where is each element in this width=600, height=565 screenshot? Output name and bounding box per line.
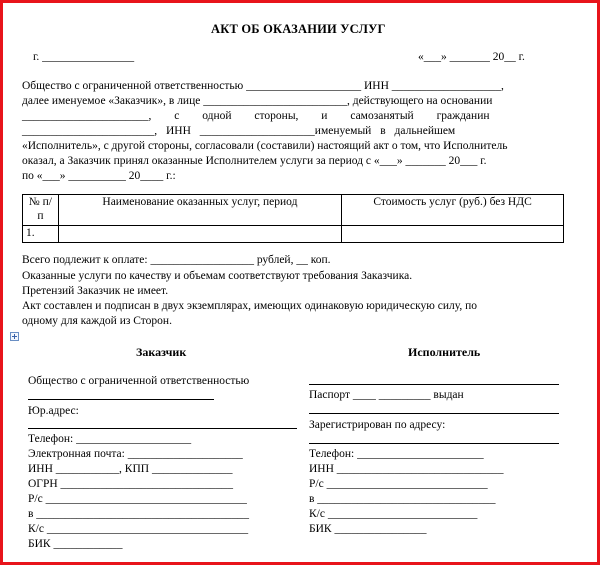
intro-line: ______________________, с одной стороны, и самозанятый гражданин [22,110,490,122]
customer-ogrn: ОГРН ______________________________ [28,478,234,490]
row-number: 1. [23,226,59,243]
customer-heading: Заказчик [136,345,187,359]
customer-rs: Р/с ___________________________________ [28,493,247,505]
table-move-handle-icon[interactable] [10,332,19,341]
intro-line: по «___» __________ 20____ г.: [22,170,176,182]
customer-inn-kpp: ИНН ___________, КПП ______________ [28,463,233,475]
intro-line: Общество с ограниченной ответственностью ____________________ ИНН ___________________, [22,80,504,92]
col-cost-header: Стоимость услуг (руб.) без НДС [342,195,564,226]
date-line: «___» _______ 20__ г. [418,51,525,63]
contractor-passport: Паспорт ____ _________ выдан [309,389,464,401]
services-table [22,194,564,243]
customer-bank: в _____________________________________ [28,508,250,520]
customer-phone: Телефон: ____________________ [28,433,192,445]
document-title: АКТ ОБ ОКАЗАНИИ УСЛУГ [211,22,386,36]
contractor-rs: Р/с ____________________________ [309,478,488,490]
signature-line [309,413,559,414]
summary-line: одному для каждой из Сторон. [22,315,172,327]
intro-line: оказал, а Заказчик принял оказанные Исполнителем услуги за период с «___» _______ 20___ г. [22,155,487,167]
summary-line: Претензий Заказчик не имеет. [22,285,169,297]
contractor-registered: Зарегистрирован по адресу: [309,419,446,431]
signature-line [28,428,297,429]
contractor-bik: БИК ________________ [309,523,427,535]
row-service [58,226,341,243]
intro-line: далее именуемое «Заказчик», в лице _________________________, действующего на основании [22,95,493,107]
contractor-ks: К/с __________________________ [309,508,478,520]
customer-org: Общество с ограниченной ответственностью [28,375,250,387]
customer-address: Юр.адрес: [28,405,79,417]
contractor-inn: ИНН _____________________________ [309,463,504,475]
summary-line: Оказанные услуги по качеству и объемам соответствуют требования Заказчика. [22,270,413,282]
contractor-bank: в _______________________________ [309,493,496,505]
signature-line [309,384,559,385]
intro-line: «Исполнитель», с другой стороны, согласовали (составили) настоящий акт о том, что Исполнитель [22,140,508,152]
contractor-phone: Телефон: ______________________ [309,448,484,460]
row-cost [342,226,564,243]
signature-line [309,443,559,444]
intro-line: _______________________, ИНН ____________________именуемый в дальнейшем [22,125,456,137]
table-row [23,226,564,243]
customer-email: Электронная почта: ____________________ [28,448,243,460]
col-number-header: № п/п [23,195,59,226]
table-header-row [23,195,564,226]
city-line: г. ________________ [33,51,135,63]
col-service-header: Наименование оказанных услуг, период [58,195,341,226]
summary-line: Акт составлен и подписан в двух экземплярах, имеющих одинаковую юридическую силу, по [22,300,477,312]
customer-bik: БИК ____________ [28,538,123,550]
summary-line: Всего подлежит к оплате: __________________ рублей, __ коп. [22,254,331,266]
signature-line [28,399,214,400]
contractor-heading: Исполнитель [408,345,481,359]
customer-ks: К/с ___________________________________ [28,523,249,535]
